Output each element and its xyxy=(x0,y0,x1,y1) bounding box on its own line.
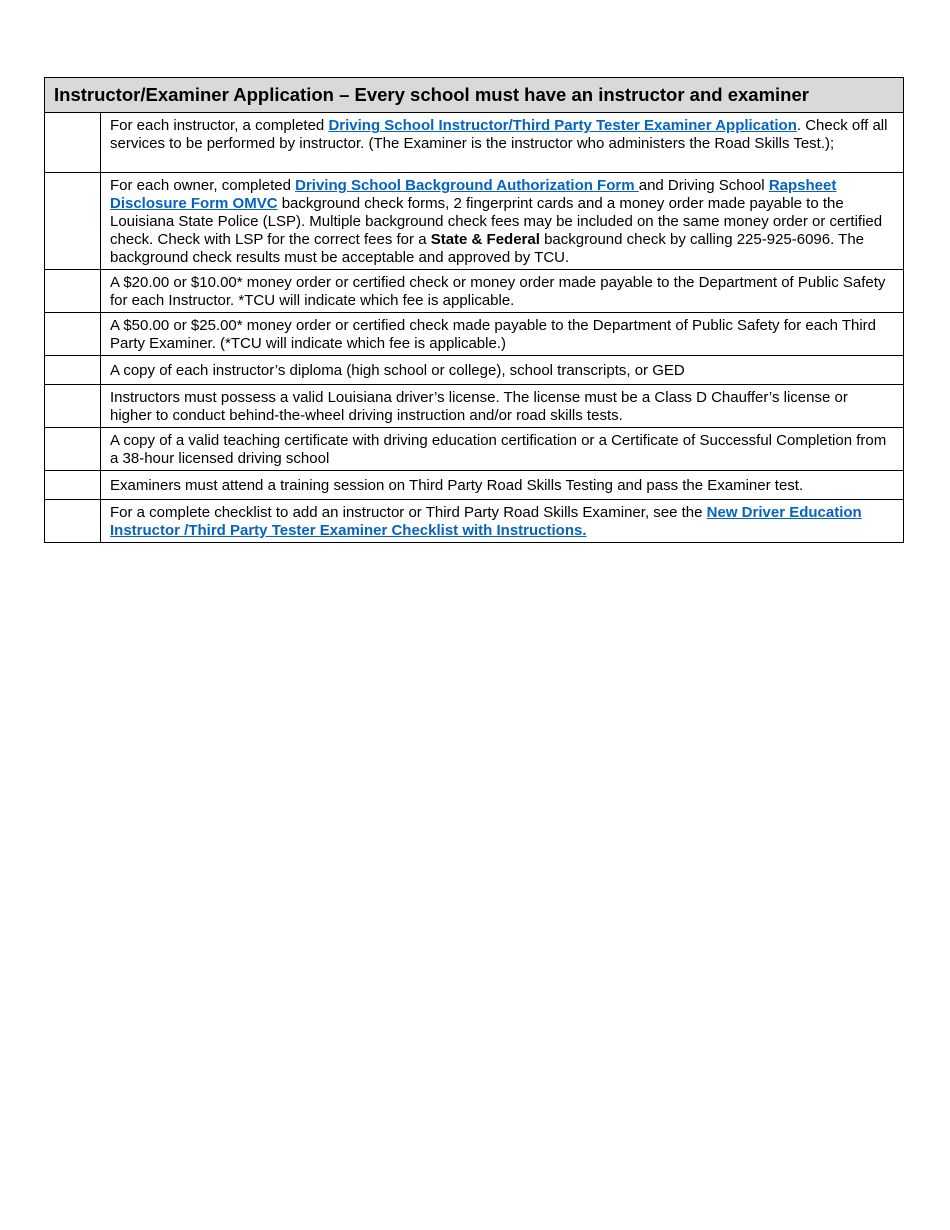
checkbox-cell[interactable] xyxy=(45,173,101,270)
checkbox-cell[interactable] xyxy=(45,471,101,500)
checklist-row xyxy=(45,356,904,385)
checkbox-cell[interactable] xyxy=(45,270,101,313)
checklist-item-text: A copy of each instructor’s diploma (high school or college), school transcripts, or GED xyxy=(101,356,904,385)
checklist-item-text: A $20.00 or $10.00* money order or certified check or money order made payable to the Department of Public Safety for each Instructor. *TCU will indicate which fee is applicable. xyxy=(101,270,904,313)
checkbox-cell[interactable] xyxy=(45,356,101,385)
checklist-item-text: Examiners must attend a training session on Third Party Road Skills Testing and pass the Examiner test. xyxy=(101,471,904,500)
background-authorization-form-link[interactable]: Driving School Background Authorization Form xyxy=(295,177,639,194)
checklist-row xyxy=(45,471,904,500)
instructor-examiner-application-link[interactable]: Driving School Instructor/Third Party Tester Examiner Application xyxy=(328,117,797,134)
instructor-examiner-checklist-table xyxy=(44,77,904,543)
checkbox-cell[interactable] xyxy=(45,113,101,173)
rapsheet-disclosure-form-link[interactable]: Rapsheet Disclosure Form OMVC xyxy=(110,177,837,212)
checkbox-cell[interactable] xyxy=(45,500,101,543)
table-header-row xyxy=(45,78,904,113)
checklist-row xyxy=(45,173,904,270)
checkbox-cell[interactable] xyxy=(45,428,101,471)
checklist-row xyxy=(45,428,904,471)
checkbox-cell[interactable] xyxy=(45,385,101,428)
table-title: Instructor/Examiner Application – Every school must have an instructor and examiner xyxy=(45,78,904,113)
checklist-item-text: For each instructor, a completed Driving School Instructor/Third Party Tester Examiner Application. Check off all services to be performed by instructor. (The Examiner is the instructor who administers the Road Skills Test.); xyxy=(101,113,904,173)
checklist-row xyxy=(45,270,904,313)
checklist-item-text: For a complete checklist to add an instructor or Third Party Road Skills Examiner, see the New Driver Education Instructor /Third Party Tester Examiner Checklist with Instructions. xyxy=(101,500,904,543)
checklist-row xyxy=(45,113,904,173)
instructor-checklist-link[interactable]: New Driver Education Instructor /Third Party Tester Examiner Checklist with Instructions. xyxy=(110,504,862,539)
checklist-item-text: A $50.00 or $25.00* money order or certified check made payable to the Department of Public Safety for each Third Party Examiner. (*TCU will indicate which fee is applicable.) xyxy=(101,313,904,356)
checklist-item-text: A copy of a valid teaching certificate with driving education certification or a Certificate of Successful Completion from a 38-hour licensed driving school xyxy=(101,428,904,471)
checklist-row xyxy=(45,500,904,543)
checkbox-cell[interactable] xyxy=(45,313,101,356)
checklist-row xyxy=(45,385,904,428)
checklist-item-text: Instructors must possess a valid Louisiana driver’s license. The license must be a Class D Chauffer’s license or higher to conduct behind-the-wheel driving instruction and/or road skills tests. xyxy=(101,385,904,428)
checklist-row xyxy=(45,313,904,356)
checklist-item-text: For each owner, completed Driving School Background Authorization Form and Driving School Rapsheet Disclosure Form OMVC background check forms, 2 fingerprint cards and a money order made payable to the Louisiana State Police (LSP). Multiple background check fees may be included on the same money order or certified check. Check with LSP for the correct fees for a State & Federal background check by calling 225-925-6096. The background check results must be acceptable and approved by TCU. xyxy=(101,173,904,270)
